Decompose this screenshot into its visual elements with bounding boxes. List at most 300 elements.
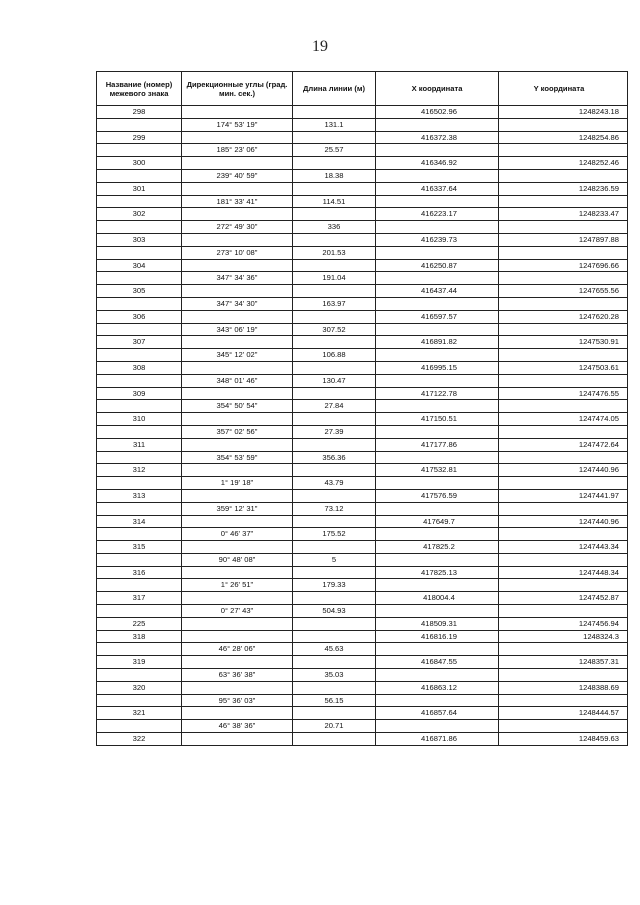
- table-row-line: [97, 169, 628, 182]
- cell-x: [376, 643, 499, 656]
- cell-y: 1248324.3: [499, 630, 628, 643]
- cell-length: 27.39: [293, 425, 376, 438]
- table-row-line: [97, 528, 628, 541]
- cell-point-name: 314: [97, 515, 182, 528]
- cell-length: 336: [293, 221, 376, 234]
- cell-point-name: 304: [97, 259, 182, 272]
- cell-y: 1247530.91: [499, 336, 628, 349]
- header-x: X координата: [376, 72, 499, 106]
- cell-point-name: 303: [97, 233, 182, 246]
- cell-angle: 239° 40' 59": [182, 169, 293, 182]
- cell-length: [293, 106, 376, 119]
- cell-y: 1247472.64: [499, 438, 628, 451]
- cell-angle: [182, 208, 293, 221]
- cell-length: 175.52: [293, 528, 376, 541]
- cell-point-name: [97, 477, 182, 490]
- table-row-point: [97, 259, 628, 272]
- cell-length: 114.51: [293, 195, 376, 208]
- cell-length: [293, 285, 376, 298]
- cell-x: [376, 400, 499, 413]
- cell-length: 5: [293, 553, 376, 566]
- cell-y: [499, 272, 628, 285]
- table-row-point: [97, 106, 628, 119]
- cell-length: 191.04: [293, 272, 376, 285]
- cell-x: 416223.17: [376, 208, 499, 221]
- cell-angle: 63° 36' 38": [182, 669, 293, 682]
- cell-angle: [182, 681, 293, 694]
- cell-point-name: 225: [97, 617, 182, 630]
- cell-angle: [182, 733, 293, 746]
- cell-point-name: [97, 323, 182, 336]
- cell-x: [376, 118, 499, 131]
- cell-y: [499, 349, 628, 362]
- cell-angle: [182, 182, 293, 195]
- table-row-line: [97, 400, 628, 413]
- cell-y: 1247620.28: [499, 310, 628, 323]
- table-row-line: [97, 477, 628, 490]
- cell-y: [499, 246, 628, 259]
- cell-angle: [182, 592, 293, 605]
- cell-angle: 95° 36' 03": [182, 694, 293, 707]
- cell-y: 1247456.94: [499, 617, 628, 630]
- cell-point-name: 315: [97, 541, 182, 554]
- cell-angle: 174° 53' 19": [182, 118, 293, 131]
- cell-length: 18.38: [293, 169, 376, 182]
- table-row-point: [97, 707, 628, 720]
- cell-length: [293, 630, 376, 643]
- header-length: Длина линии (м): [293, 72, 376, 106]
- cell-angle: [182, 566, 293, 579]
- table-row-line: [97, 605, 628, 618]
- cell-angle: 273° 10' 08": [182, 246, 293, 259]
- cell-x: [376, 246, 499, 259]
- table-row-point: [97, 131, 628, 144]
- table-header-row: [97, 72, 628, 106]
- cell-x: [376, 528, 499, 541]
- cell-y: [499, 451, 628, 464]
- cell-length: 35.03: [293, 669, 376, 682]
- cell-point-name: 298: [97, 106, 182, 119]
- cell-y: 1247452.87: [499, 592, 628, 605]
- cell-length: 201.53: [293, 246, 376, 259]
- table-row-line: [97, 144, 628, 157]
- cell-length: [293, 310, 376, 323]
- table-row-point: [97, 285, 628, 298]
- cell-length: [293, 707, 376, 720]
- cell-x: [376, 451, 499, 464]
- cell-length: [293, 387, 376, 400]
- cell-x: 418004.4: [376, 592, 499, 605]
- cell-point-name: 309: [97, 387, 182, 400]
- cell-y: 1248388.69: [499, 681, 628, 694]
- cell-angle: 354° 50' 54": [182, 400, 293, 413]
- cell-length: 131.1: [293, 118, 376, 131]
- cell-y: [499, 669, 628, 682]
- cell-x: 416816.19: [376, 630, 499, 643]
- cell-x: [376, 221, 499, 234]
- cell-point-name: [97, 528, 182, 541]
- cell-angle: 1° 19' 18": [182, 477, 293, 490]
- cell-y: [499, 477, 628, 490]
- cell-angle: 354° 53' 59": [182, 451, 293, 464]
- cell-point-name: [97, 720, 182, 733]
- cell-angle: [182, 106, 293, 119]
- table-row-point: [97, 413, 628, 426]
- table-row-point: [97, 208, 628, 221]
- cell-y: 1248357.31: [499, 656, 628, 669]
- table-row-line: [97, 374, 628, 387]
- table-row-line: [97, 118, 628, 131]
- cell-y: 1247440.96: [499, 515, 628, 528]
- cell-angle: [182, 489, 293, 502]
- cell-y: 1248254.86: [499, 131, 628, 144]
- cell-angle: 90° 48' 08": [182, 553, 293, 566]
- cell-x: [376, 323, 499, 336]
- cell-angle: [182, 438, 293, 451]
- table-row-point: [97, 515, 628, 528]
- cell-point-name: [97, 579, 182, 592]
- table-row-line: [97, 246, 628, 259]
- cell-angle: 1° 26' 51": [182, 579, 293, 592]
- cell-point-name: [97, 374, 182, 387]
- cell-point-name: [97, 297, 182, 310]
- cell-angle: [182, 464, 293, 477]
- cell-point-name: 317: [97, 592, 182, 605]
- cell-angle: 345° 12' 02": [182, 349, 293, 362]
- cell-y: 1247443.34: [499, 541, 628, 554]
- cell-point-name: 316: [97, 566, 182, 579]
- cell-y: [499, 323, 628, 336]
- table-row-point: [97, 566, 628, 579]
- cell-point-name: 306: [97, 310, 182, 323]
- cell-point-name: [97, 605, 182, 618]
- cell-angle: [182, 656, 293, 669]
- table-row-point: [97, 489, 628, 502]
- cell-x: [376, 349, 499, 362]
- cell-x: [376, 169, 499, 182]
- cell-length: [293, 515, 376, 528]
- cell-point-name: [97, 694, 182, 707]
- cell-point-name: [97, 118, 182, 131]
- table-row-point: [97, 656, 628, 669]
- cell-point-name: 313: [97, 489, 182, 502]
- table-body: [97, 106, 628, 746]
- table-row-point: [97, 233, 628, 246]
- cell-x: [376, 195, 499, 208]
- cell-y: 1247897.88: [499, 233, 628, 246]
- cell-y: [499, 643, 628, 656]
- cell-x: [376, 553, 499, 566]
- cell-angle: 0° 46' 37": [182, 528, 293, 541]
- page-number: 19: [312, 38, 328, 55]
- cell-length: [293, 566, 376, 579]
- table-row-line: [97, 643, 628, 656]
- table-row-line: [97, 669, 628, 682]
- cell-y: [499, 579, 628, 592]
- cell-x: 416346.92: [376, 157, 499, 170]
- table-row-point: [97, 310, 628, 323]
- cell-y: [499, 297, 628, 310]
- cell-angle: [182, 157, 293, 170]
- table-row-line: [97, 195, 628, 208]
- cell-x: [376, 425, 499, 438]
- cell-length: [293, 208, 376, 221]
- cell-y: [499, 374, 628, 387]
- cell-y: 1247696.66: [499, 259, 628, 272]
- cell-y: 1248233.47: [499, 208, 628, 221]
- cell-y: 1247503.61: [499, 361, 628, 374]
- cell-y: 1247440.96: [499, 464, 628, 477]
- table-row-point: [97, 157, 628, 170]
- cell-length: [293, 182, 376, 195]
- cell-point-name: [97, 272, 182, 285]
- cell-angle: 181° 33' 41": [182, 195, 293, 208]
- cell-length: [293, 157, 376, 170]
- cell-angle: 343° 06' 19": [182, 323, 293, 336]
- cell-length: [293, 541, 376, 554]
- cell-angle: [182, 310, 293, 323]
- cell-point-name: [97, 221, 182, 234]
- cell-x: [376, 605, 499, 618]
- cell-length: 43.79: [293, 477, 376, 490]
- cell-angle: 359° 12' 31": [182, 502, 293, 515]
- cell-x: [376, 272, 499, 285]
- cell-y: 1247476.55: [499, 387, 628, 400]
- table-row-line: [97, 425, 628, 438]
- cell-length: [293, 656, 376, 669]
- cell-point-name: [97, 349, 182, 362]
- table-row-line: [97, 221, 628, 234]
- cell-y: [499, 221, 628, 234]
- cell-length: 307.52: [293, 323, 376, 336]
- table-row-point: [97, 541, 628, 554]
- cell-length: 73.12: [293, 502, 376, 515]
- cell-x: [376, 477, 499, 490]
- table-row-point: [97, 182, 628, 195]
- cell-x: [376, 669, 499, 682]
- cell-length: [293, 259, 376, 272]
- header-angle: Дирекционные углы (град. мин. сек.): [182, 72, 293, 106]
- cell-point-name: [97, 400, 182, 413]
- cell-point-name: [97, 169, 182, 182]
- cell-x: 416250.87: [376, 259, 499, 272]
- cell-x: 417825.2: [376, 541, 499, 554]
- cell-y: 1248243.18: [499, 106, 628, 119]
- cell-angle: [182, 617, 293, 630]
- cell-y: 1248444.57: [499, 707, 628, 720]
- cell-y: [499, 553, 628, 566]
- cell-y: [499, 169, 628, 182]
- cell-x: 416597.57: [376, 310, 499, 323]
- cell-length: [293, 617, 376, 630]
- cell-point-name: [97, 643, 182, 656]
- table-row-point: [97, 733, 628, 746]
- table-row-point: [97, 438, 628, 451]
- cell-y: [499, 605, 628, 618]
- cell-x: [376, 720, 499, 733]
- cell-point-name: 308: [97, 361, 182, 374]
- table-row-point: [97, 361, 628, 374]
- cell-length: [293, 336, 376, 349]
- cell-x: [376, 297, 499, 310]
- table-row-line: [97, 272, 628, 285]
- cell-length: [293, 464, 376, 477]
- table-row-line: [97, 349, 628, 362]
- cell-length: 356.36: [293, 451, 376, 464]
- table-row-line: [97, 579, 628, 592]
- cell-length: [293, 413, 376, 426]
- cell-point-name: 311: [97, 438, 182, 451]
- cell-x: 416995.15: [376, 361, 499, 374]
- cell-x: [376, 374, 499, 387]
- cell-x: 417122.78: [376, 387, 499, 400]
- table-row-line: [97, 553, 628, 566]
- cell-length: 106.88: [293, 349, 376, 362]
- cell-angle: [182, 515, 293, 528]
- cell-y: [499, 502, 628, 515]
- cell-angle: 46° 38' 36": [182, 720, 293, 733]
- table-row-line: [97, 323, 628, 336]
- cell-length: [293, 131, 376, 144]
- cell-length: [293, 438, 376, 451]
- cell-point-name: 318: [97, 630, 182, 643]
- cell-y: 1247474.05: [499, 413, 628, 426]
- table-row-point: [97, 617, 628, 630]
- cell-x: 417177.86: [376, 438, 499, 451]
- cell-angle: 347° 34' 36": [182, 272, 293, 285]
- table-row-line: [97, 297, 628, 310]
- cell-angle: 0° 27' 43": [182, 605, 293, 618]
- cell-length: [293, 233, 376, 246]
- cell-length: 27.84: [293, 400, 376, 413]
- header-y: Y координата: [499, 72, 628, 106]
- cell-length: [293, 489, 376, 502]
- cell-length: 130.47: [293, 374, 376, 387]
- table-row-point: [97, 681, 628, 694]
- cell-x: 416863.12: [376, 681, 499, 694]
- table-row-line: [97, 451, 628, 464]
- cell-point-name: [97, 425, 182, 438]
- cell-length: [293, 592, 376, 605]
- cell-point-name: [97, 553, 182, 566]
- cell-y: 1248459.63: [499, 733, 628, 746]
- cell-x: [376, 694, 499, 707]
- cell-angle: 185° 23' 06": [182, 144, 293, 157]
- cell-angle: 357° 02' 56": [182, 425, 293, 438]
- cell-angle: 348° 01' 46": [182, 374, 293, 387]
- cell-x: [376, 579, 499, 592]
- cell-x: 417825.13: [376, 566, 499, 579]
- cell-x: 417649.7: [376, 515, 499, 528]
- cell-point-name: [97, 451, 182, 464]
- cell-y: [499, 720, 628, 733]
- cell-angle: [182, 285, 293, 298]
- cell-length: [293, 361, 376, 374]
- cell-point-name: 322: [97, 733, 182, 746]
- table-row-line: [97, 694, 628, 707]
- cell-y: [499, 195, 628, 208]
- cell-point-name: 299: [97, 131, 182, 144]
- cell-angle: [182, 336, 293, 349]
- cell-x: 416372.38: [376, 131, 499, 144]
- cell-angle: [182, 361, 293, 374]
- cell-y: 1247441.97: [499, 489, 628, 502]
- cell-x: 417532.81: [376, 464, 499, 477]
- cell-point-name: 305: [97, 285, 182, 298]
- cell-length: 20.71: [293, 720, 376, 733]
- cell-angle: [182, 387, 293, 400]
- table-row-point: [97, 592, 628, 605]
- cell-point-name: 320: [97, 681, 182, 694]
- cell-point-name: [97, 669, 182, 682]
- cell-x: 417576.59: [376, 489, 499, 502]
- cell-angle: [182, 233, 293, 246]
- cell-angle: 46° 28' 06": [182, 643, 293, 656]
- table-row-point: [97, 630, 628, 643]
- cell-x: [376, 502, 499, 515]
- cell-x: 416437.44: [376, 285, 499, 298]
- cell-y: 1248252.46: [499, 157, 628, 170]
- cell-x: 416337.64: [376, 182, 499, 195]
- cell-length: 163.97: [293, 297, 376, 310]
- cell-angle: [182, 630, 293, 643]
- cell-length: 56.15: [293, 694, 376, 707]
- cell-x: 416239.73: [376, 233, 499, 246]
- cell-length: [293, 733, 376, 746]
- cell-angle: [182, 259, 293, 272]
- cell-x: 416502.96: [376, 106, 499, 119]
- cell-angle: [182, 707, 293, 720]
- table-row-point: [97, 336, 628, 349]
- cell-y: [499, 118, 628, 131]
- cell-angle: 347° 34' 30": [182, 297, 293, 310]
- cell-point-name: 319: [97, 656, 182, 669]
- cell-x: [376, 144, 499, 157]
- cell-y: [499, 425, 628, 438]
- cell-y: 1248236.59: [499, 182, 628, 195]
- cell-x: 416891.82: [376, 336, 499, 349]
- cell-y: 1247448.34: [499, 566, 628, 579]
- cell-point-name: 302: [97, 208, 182, 221]
- cell-point-name: 321: [97, 707, 182, 720]
- cell-point-name: 307: [97, 336, 182, 349]
- cell-y: [499, 400, 628, 413]
- cell-angle: [182, 131, 293, 144]
- cell-length: [293, 681, 376, 694]
- cell-y: 1247655.56: [499, 285, 628, 298]
- table-row-line: [97, 502, 628, 515]
- cell-y: [499, 528, 628, 541]
- cell-x: 416847.55: [376, 656, 499, 669]
- cell-x: 416857.64: [376, 707, 499, 720]
- cell-x: 417150.51: [376, 413, 499, 426]
- coordinates-table: [96, 71, 628, 746]
- cell-x: 418509.31: [376, 617, 499, 630]
- cell-angle: 272° 49' 30": [182, 221, 293, 234]
- cell-point-name: 301: [97, 182, 182, 195]
- header-name: Название (номер) межевого знака: [97, 72, 182, 106]
- cell-point-name: [97, 144, 182, 157]
- cell-length: 45.63: [293, 643, 376, 656]
- cell-x: 416871.86: [376, 733, 499, 746]
- cell-angle: [182, 413, 293, 426]
- cell-length: 25.57: [293, 144, 376, 157]
- cell-y: [499, 144, 628, 157]
- table-row-line: [97, 720, 628, 733]
- cell-point-name: 312: [97, 464, 182, 477]
- cell-point-name: [97, 195, 182, 208]
- table-row-point: [97, 464, 628, 477]
